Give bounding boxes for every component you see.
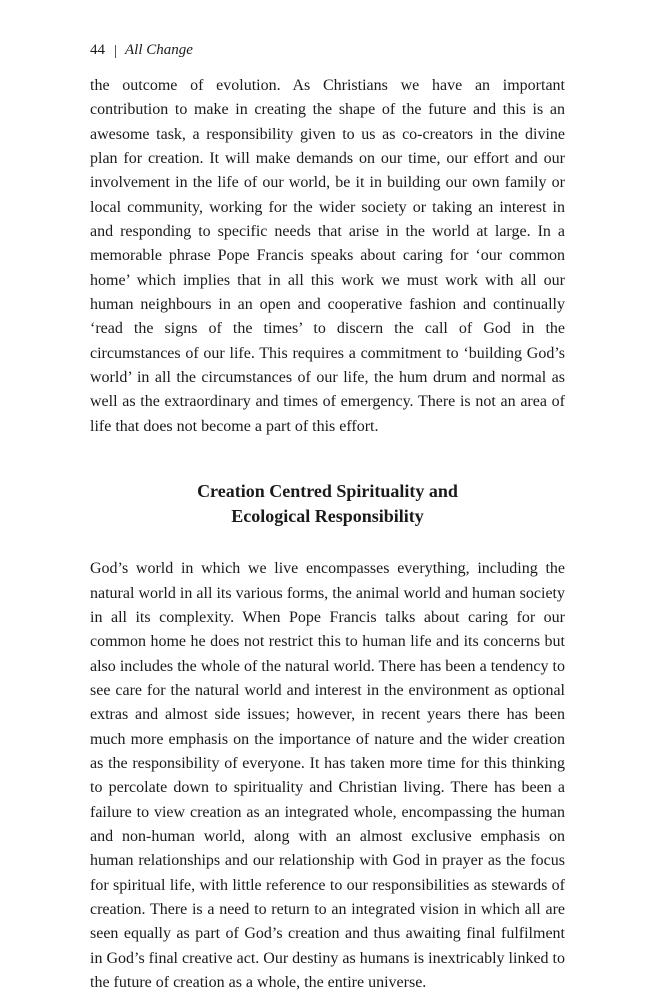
section-heading	[90, 479, 565, 529]
paragraph-section-body: God’s world in which we live encompasses everything, including the natural world in all its various forms, the animal world and human society in all its complexity. When Pope Francis talks about caring for our common home he does not restrict this to human life and its concerns but also includes the whole of the natural world. There has been a tendency to see care for the natural world and interest in the environment as optional extras and almost side issues; however, in recent years there has been much more emphasis on the importance of nature and the wider creation as the responsibility of everyone. It has taken more time for this thinking to percolate down to spirituality and Christian living. There has been a failure to view creation as an integrated whole, encompassing the human and non-human world, along with an almost exclusive emphasis on human relationships and our relationship with God in prayer as the focus for spiritual life, with little reference to our responsibilities as stewards of creation. There is a need to return to an integrated vision in which all are seen equally as part of God’s creation and thus awaiting final fulfilment in God’s final creative act. Our destiny as humans is inextricably linked to the future of creation as a whole, the entire universe.	[90, 560, 565, 991]
section-heading-line-1: Creation Centred Spirituality and	[197, 481, 458, 502]
book-page	[90, 38, 565, 995]
paragraph-continuation: the outcome of evolution. As Christians we have an important contribution to make in creating the shape of the future and this is an awesome task, a responsibility given to us as co-creators in the divine plan for creation. It will make demands on our time, our effort and our involvement in the life of our world, be it in building our own family or local community, working for the wider society or taking an interest in and responding to specific needs that arise in the world at large. In a memorable phrase Pope Francis speaks about caring for ‘our common home’ which implies that in all this work we must work with all our human neighbours in an open and cooperative fashion and continually ‘read the signs of the times’ to discern the call of God in the circumstances of our life. This requires a commitment to ‘building God’s world’ in all the circumstances of our life, the hum drum and normal as well as the extraordinary and times of emergency. There is not an area of life that does not become a part of this effort.	[90, 77, 565, 435]
section-heading-line-2: Ecological Responsibility	[231, 506, 424, 527]
book-title: All Change	[125, 42, 193, 58]
body-text	[90, 74, 565, 995]
running-head	[90, 38, 565, 62]
page-number: 44	[90, 42, 105, 58]
header-separator: |	[114, 43, 118, 59]
